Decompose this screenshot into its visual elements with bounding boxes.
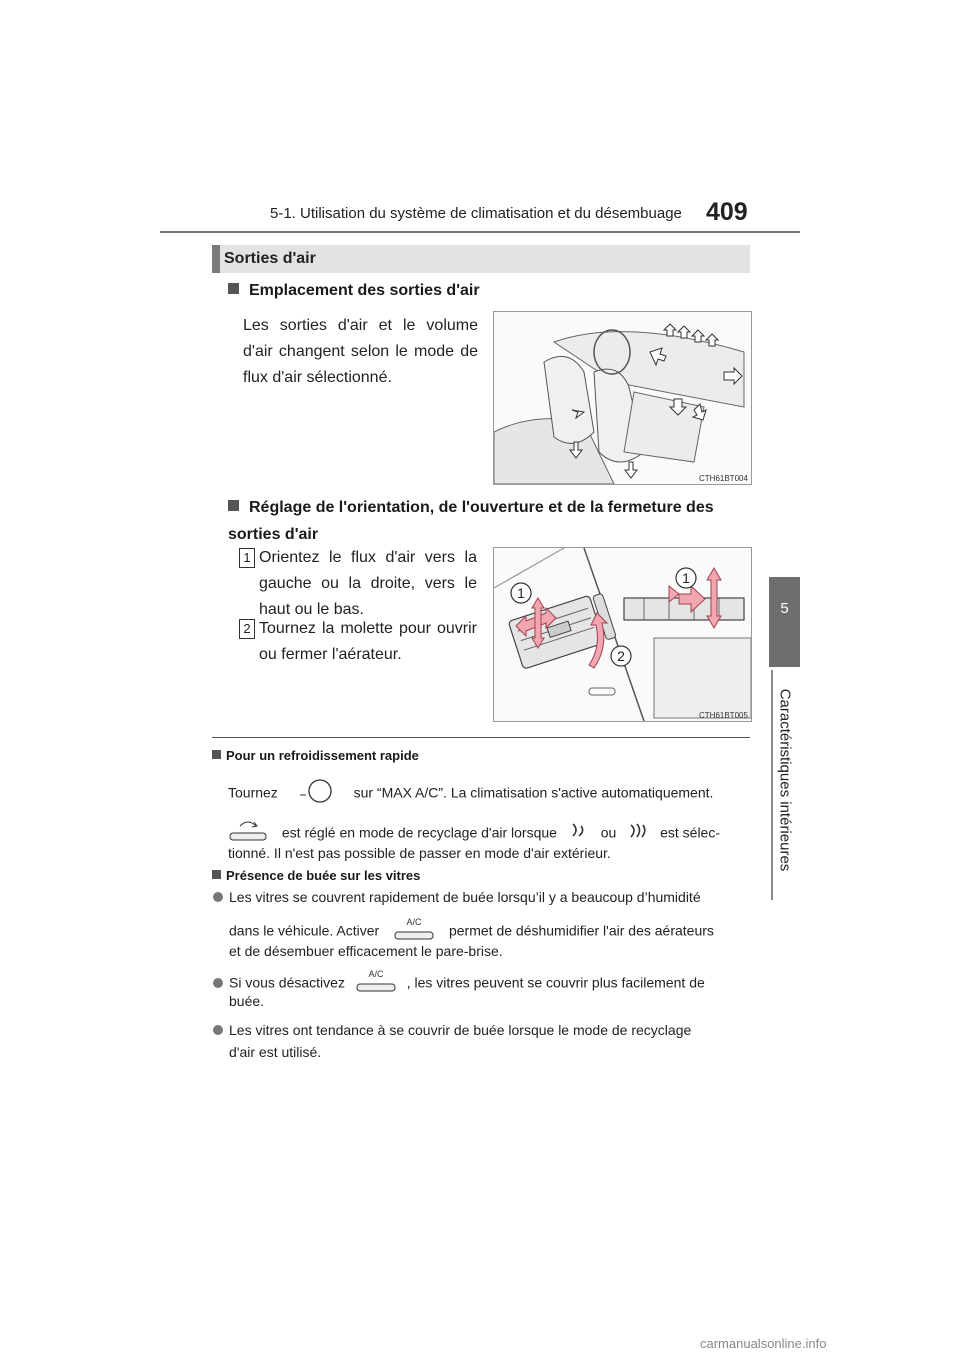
watermark: carmanualsonline.info <box>700 1336 827 1351</box>
step-number-2: 2 <box>239 619 255 639</box>
note-buee-bullet-3-line1: Les vitres ont tendance à se couvrir de buée lorsque le mode de recyclage <box>213 1019 753 1041</box>
figure-air-outlets-cabin <box>493 311 752 485</box>
step-text-1: Orientez le flux d'air vers la gauche ou la droite, vers le haut ou le bas. <box>259 549 477 618</box>
note-buee-bullet-1-line1: Les vitres se couvrent rapidement de buée lorsqu’il y a beaucoup d’humidité <box>213 886 753 908</box>
vent-illustration <box>494 548 751 721</box>
note-buee-bullet-1-line3: et de désembuer efficacement le pare-brise. <box>229 943 503 959</box>
square-bullet-icon <box>228 500 239 511</box>
chapter-tab-line <box>771 670 773 900</box>
callout-1-left: 1 <box>517 585 525 601</box>
square-bullet-icon <box>212 750 221 759</box>
callout-1-right: 1 <box>682 570 690 586</box>
chapter-label: Caractéristiques intérieures <box>776 688 794 872</box>
figure-code: CTH61BT004 <box>699 474 748 483</box>
figure-vent-adjustment <box>493 547 752 722</box>
page-number: 409 <box>706 198 748 226</box>
square-bullet-icon <box>212 870 221 879</box>
svg-text:A/C: A/C <box>368 969 384 979</box>
figure-code: CTH61BT005 <box>699 711 748 720</box>
dial-knob-icon <box>296 778 336 810</box>
note-buee-bullet-2-line2: buée. <box>229 993 265 1009</box>
circle-bullet-icon <box>213 892 223 902</box>
square-bullet-icon <box>228 283 239 294</box>
note-buee-bullet-1-line2: dans le véhicule. Activer A/C permet de déshumidifier l'air des aérateurs <box>229 915 751 949</box>
chapter-tab <box>769 577 800 667</box>
note-refroidissement-line3: tionné. Il n'est pas possible de passer en mode d'air extérieur. <box>228 845 611 861</box>
circle-bullet-icon <box>213 1025 223 1035</box>
notes-divider <box>212 737 750 738</box>
section-title: Sorties d'air <box>224 250 316 267</box>
subsection-heading-reglage: Réglage de l'orientation, de l'ouverture et de la fermeture des sorties d'air <box>228 499 714 543</box>
step-text-2: Tournez la molette pour ouvrir ou fermer l'aérateur. <box>259 620 477 663</box>
svg-text:A/C: A/C <box>406 917 422 927</box>
note-refroidissement-line2: est réglé en mode de recyclage d'air lorsque ou est sélec- <box>228 818 750 850</box>
circle-bullet-icon <box>213 978 223 988</box>
note-heading-refroidissement: Pour un refroidissement rapide <box>212 748 419 763</box>
section-bar-accent <box>212 245 220 273</box>
note-heading-buee: Présence de buée sur les vitres <box>212 868 420 883</box>
note-buee-bullet-2-line1: Si vous désactivez A/C , les vitres peuvent se couvrir plus facilement de <box>213 967 753 1001</box>
chapter-tab-number: 5 <box>780 600 789 617</box>
subsection-heading-emplacement: Emplacement des sorties d'air <box>228 282 480 300</box>
header-rule <box>160 231 800 233</box>
note-refroidissement-line1: Tournez sur “MAX A/C”. La climatisation s'active automatiquement. <box>228 778 750 810</box>
cabin-illustration <box>494 312 751 484</box>
header-title: 5-1. Utilisation du système de climatisation et du désembuage <box>270 205 682 222</box>
step-number-1: 1 <box>239 548 255 568</box>
note-buee-bullet-3-line2: d'air est utilisé. <box>229 1044 322 1060</box>
emplacement-text: Les sorties d'air et le volume d'air changent selon le mode de flux d'air sélectionné. <box>243 317 478 386</box>
callout-2: 2 <box>617 648 625 664</box>
